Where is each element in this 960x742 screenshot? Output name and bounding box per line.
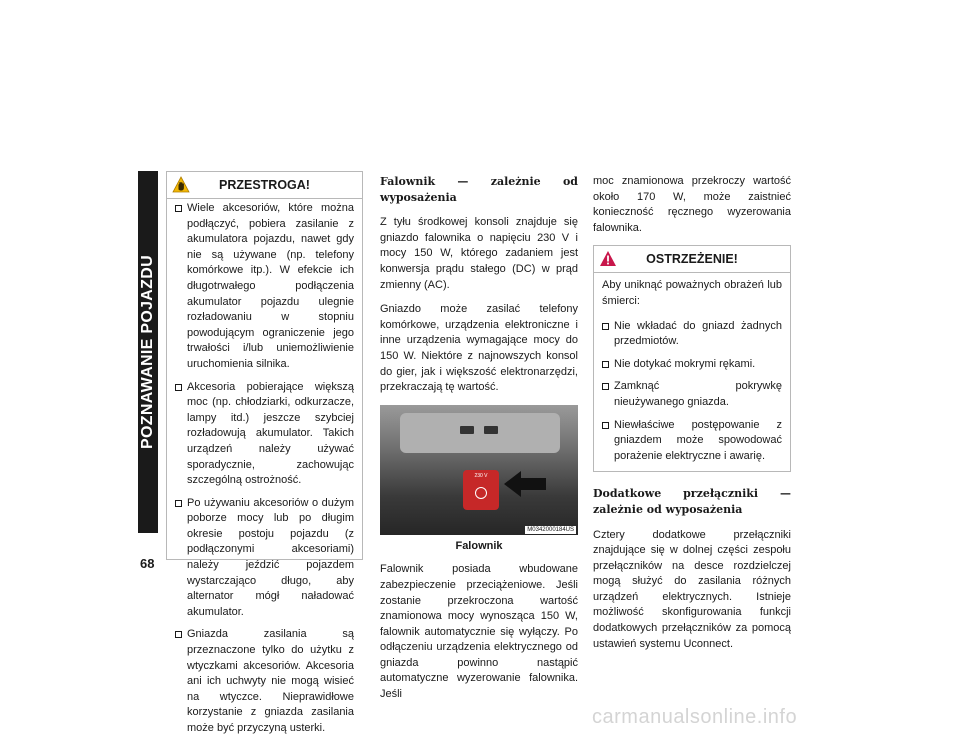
inverter-heading: Falownik — zależnie od wyposażenia bbox=[380, 175, 578, 204]
checkbox-bullet-icon bbox=[602, 422, 609, 429]
paragraph: Falownik posiada wbudowane zabezpieczenie przeciążeniowe. Jeśli zostanie przekroczona wartość znamionowa mocy wynosząca 150 W, falownik automatycznie się wyłączy. Po odłączeniu urządzenia elektrycznego od gniazda powinno nastąpić automatyczne wyzerowanie falownika. Jeśli bbox=[380, 563, 578, 701]
list-item bbox=[602, 357, 782, 373]
pointer-arrow-icon bbox=[504, 471, 546, 497]
list-item bbox=[602, 379, 782, 410]
list-item-text: Nie dotykać mokrymi rękami. bbox=[614, 357, 756, 370]
list-item bbox=[175, 496, 354, 621]
warning-triangle-icon bbox=[599, 250, 617, 267]
list-item bbox=[175, 380, 354, 489]
console-panel bbox=[400, 413, 560, 453]
figure-caption: Falownik bbox=[455, 539, 503, 552]
caution-title: PRZESTROGA! bbox=[219, 178, 310, 192]
list-item bbox=[175, 201, 354, 373]
list-item-text: Nie wkładać do gniazd żadnych przedmiotów. bbox=[614, 319, 782, 348]
inverter-photo bbox=[380, 405, 578, 535]
right-column bbox=[593, 174, 791, 661]
checkbox-bullet-icon bbox=[175, 631, 182, 638]
list-item-text: Akcesoria pobierające większą moc (np. chłodziarki, odkurzacze, lampy itd.) jeszcze szybciej rozładowują akumulator. Takich urządzeń należy używać sporadycznie, zachowując szczególną ostrożność. bbox=[187, 380, 354, 487]
caution-list bbox=[167, 199, 362, 737]
warning-title: OSTRZEŻENIE! bbox=[646, 252, 738, 267]
caution-hand-icon bbox=[172, 176, 190, 193]
warning-box-header bbox=[594, 246, 790, 273]
list-item-text: Niewłaściwe postępowanie z gniazdem może spowodować porażenie elektryczne i awarię. bbox=[614, 418, 782, 462]
list-item bbox=[602, 319, 782, 350]
warning-intro: Aby uniknąć poważnych obrażeń lub śmierci: bbox=[602, 279, 782, 307]
usb-port-icon bbox=[484, 426, 498, 434]
watermark: carmanualsonline.info bbox=[592, 706, 798, 728]
image-code: M0342000184US bbox=[527, 526, 574, 533]
paragraph: Z tyłu środkowej konsoli znajduje się gniazdo falownika o napięciu 230 V i mocy 150 W, którego zadaniem jest konwersja prądu stałego (DC) w prąd zmienny (AC). bbox=[380, 216, 578, 291]
paragraph: Cztery dodatkowe przełączniki znajdujące się w dolnej części zespołu przełączników na desce rozdzielczej mogą służyć do zasilania różnych urządzeń elektrycznych. Istnieje możliwość skonfigurowania funkcji dodatkowych przełączników za pomocą ustawień systemu Uconnect. bbox=[593, 528, 791, 650]
outlet-socket-icon bbox=[475, 487, 487, 499]
paragraph: moc znamionowa przekroczy wartość około 170 W, może zaistnieć konieczność ręcznego wyzerowania falownika. bbox=[593, 175, 791, 234]
list-item-text: Gniazda zasilania są przeznaczone tylko do użytku z wtyczkami akcesoriów. Akcesoria ani ich uchwyty nie mogą wisieć na wtyczce. Nieprawidłowe korzystanie z gniazda zasilania może być przyczyną usterki. bbox=[187, 628, 354, 734]
warning-list bbox=[594, 273, 790, 464]
switches-heading: Dodatkowe przełączniki — zależnie od wyposażenia bbox=[593, 487, 791, 516]
checkbox-bullet-icon bbox=[175, 384, 182, 391]
checkbox-bullet-icon bbox=[602, 361, 609, 368]
list-item bbox=[602, 418, 782, 465]
warning-box bbox=[593, 245, 791, 472]
checkbox-bullet-icon bbox=[175, 205, 182, 212]
section-side-tab bbox=[138, 171, 158, 533]
caution-box-header bbox=[167, 172, 362, 199]
middle-column bbox=[380, 174, 578, 712]
usb-port-icon bbox=[460, 426, 474, 434]
paragraph: Gniazdo może zasilać telefony komórkowe, urządzenia elektroniczne i inne urządzenia wymagające mocy do 150 W. Niektóre z najnowszych konsol do gier, jak i większość elektronarzędzi, przekraczają tę wartość. bbox=[380, 303, 578, 394]
list-item-text: Zamknąć pokrywkę nieużywanego gniazda. bbox=[614, 380, 782, 408]
list-item bbox=[175, 627, 354, 736]
caution-box bbox=[166, 171, 363, 734]
outlet-label: 230 V bbox=[474, 472, 488, 479]
power-outlet bbox=[463, 470, 499, 510]
checkbox-bullet-icon bbox=[602, 323, 609, 330]
checkbox-bullet-icon bbox=[175, 500, 182, 507]
list-item-text: Wiele akcesoriów, które można podłączyć, pobiera zasilanie z akumulatora pojazdu, nawet gdy nie są używane (np. telefony komórkowe itp.). W efekcie ich długotrwałego podłączenia akumulator pojazdu ulegnie rozładowaniu w stopniu powodującym ograniczenie jego trwałości i/lub uniemożliwienie uruchomienia silnika. bbox=[187, 202, 354, 370]
checkbox-bullet-icon bbox=[602, 383, 609, 390]
list-item-text: Po używaniu akcesoriów o dużym poborze mocy lub po długim okresie postoju pojazdu (z podłączonymi akcesoriami) należy jeździć pojazdem wystarczająco długo, aby alternator mógł naładować akumulator. bbox=[187, 496, 354, 618]
section-title: POZNAWANIE POJAZDU bbox=[139, 255, 156, 449]
page-number: 68 bbox=[140, 556, 155, 571]
